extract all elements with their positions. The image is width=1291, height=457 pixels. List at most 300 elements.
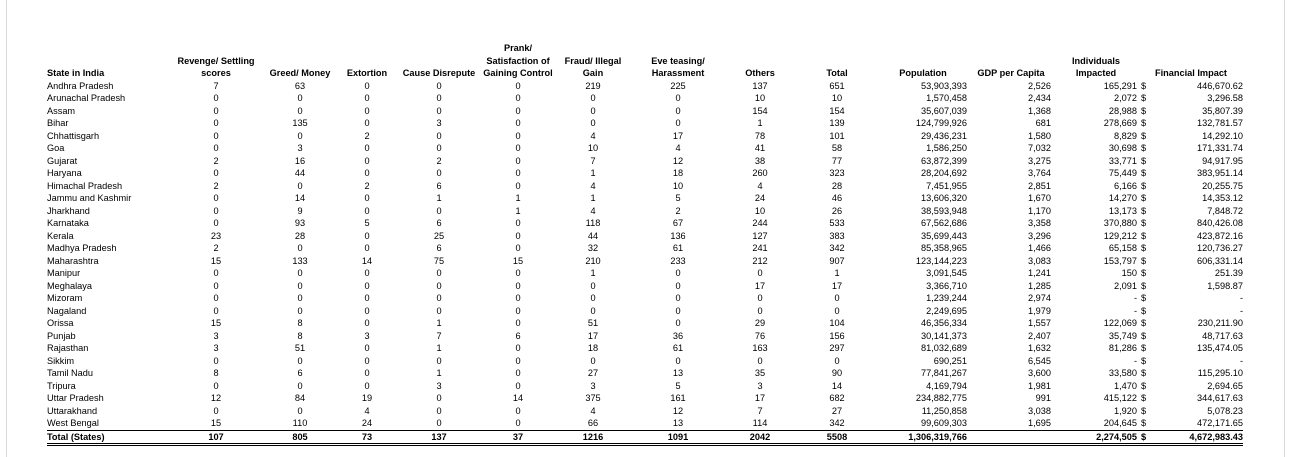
financial-impact-value: 5,078.23 [1207,405,1243,416]
count-cell: 0 [515,155,521,166]
column-header: Population [899,68,947,78]
column-header: Extortion [346,68,388,78]
count-cell: 0 [213,93,219,103]
financial-impact-value: 48,717.63 [1202,330,1243,341]
financial-impact-cell [1139,292,1243,305]
table-row [47,255,1243,268]
count-cell: 3 [436,380,442,391]
currency-symbol: $ [1141,330,1147,341]
financial-impact-value: 14,292.10 [1202,130,1243,141]
count-cell: 61 [672,343,684,353]
table-row [47,217,1243,230]
count-cell: 0 [436,280,442,291]
table-body [47,80,1243,445]
state-name-cell: Jharkhand [47,205,90,216]
count-cell: 18 [587,343,599,353]
value-cell: 75,449 [1108,168,1137,178]
count-cell: 0 [590,293,596,303]
count-cell: 101 [829,130,845,141]
count-cell: 0 [213,168,219,178]
count-cell: 0 [364,193,370,203]
count-cell: 219 [585,80,601,91]
count-cell: 154 [829,105,845,116]
count-cell: 0 [515,405,521,416]
value-cell: 81,032,689 [921,343,967,353]
value-cell: 2,526 [1028,80,1051,91]
value-cell: 85,358,965 [921,243,967,253]
count-cell: 8 [297,318,303,328]
table-row [47,205,1243,218]
count-cell: 0 [515,168,521,178]
count-cell: 0 [515,80,521,91]
count-cell: 17 [672,130,684,141]
count-cell: 0 [436,205,442,216]
count-cell: 5 [364,218,370,228]
count-cell: 0 [675,268,681,278]
count-cell: 212 [752,255,768,266]
count-cell: 1 [436,193,442,203]
value-cell: 1,632 [1028,343,1051,353]
value-cell: 123,144,223 [915,255,967,266]
value-cell: 67,562,686 [921,218,967,228]
state-name-cell: Arunachal Pradesh [47,93,126,103]
count-cell: 0 [675,118,681,128]
financial-impact-cell [1139,355,1243,368]
count-cell: 15 [210,255,222,266]
count-cell: 4 [590,205,596,216]
count-cell: 136 [670,230,686,241]
value-cell: 3,083 [1028,255,1051,266]
count-cell: 6 [436,218,442,228]
count-cell: 0 [364,143,370,153]
count-cell: 137 [395,430,483,445]
financial-impact-cell [1139,330,1243,343]
state-name-cell: Assam [47,105,76,116]
value-cell: 2,434 [1028,93,1051,103]
currency-symbol: $ [1141,80,1147,91]
count-cell: 1 [436,318,442,328]
count-cell: 210 [585,255,601,266]
count-cell: 0 [364,368,370,378]
state-name-cell: West Bengal [47,418,99,428]
financial-impact-cell [1139,167,1243,180]
count-cell: 0 [213,105,219,116]
count-cell: 0 [515,368,521,378]
count-cell: 10 [587,143,599,153]
currency-symbol: $ [1141,168,1147,178]
financial-impact-value: 1,598.87 [1207,280,1243,291]
value-cell: 2,407 [1028,330,1051,341]
value-cell: 3,275 [1028,155,1051,166]
count-cell: 44 [294,168,306,178]
value-cell: 681 [1035,118,1051,128]
count-cell: 29 [754,318,766,328]
currency-symbol: $ [1141,218,1147,228]
count-cell: 0 [364,230,370,241]
table-row [47,117,1243,130]
count-cell: 0 [436,293,442,303]
column-header: Revenge/ Settling scores [177,55,255,78]
count-cell: 38 [754,155,766,166]
value-cell: 13,173 [1108,205,1137,216]
currency-symbol: $ [1141,380,1147,391]
table-row [47,342,1243,355]
count-cell: 156 [829,330,845,341]
count-cell: 10 [754,93,766,103]
financial-impact-cell [1139,142,1243,155]
value-cell: 81,286 [1108,343,1137,353]
state-name-cell: Karnataka [47,218,89,228]
column-header: Eve teasing/ Harassment [651,55,705,78]
count-cell: 66 [587,418,599,428]
count-cell: 0 [436,305,442,316]
value-cell: 7,032 [1028,143,1051,153]
count-cell: 1091 [633,430,723,445]
state-name-cell: Manipur [47,268,81,278]
count-cell: 0 [213,355,219,366]
table-row [47,317,1243,330]
count-cell: 1 [590,168,596,178]
count-cell: 104 [829,318,845,328]
count-cell: 3 [436,118,442,128]
financial-impact-value: 14,353.12 [1202,193,1243,203]
count-cell: 41 [754,143,766,153]
count-cell: 5 [675,380,681,391]
value-cell: 150 [1121,268,1137,278]
value-cell: 1,241 [1028,268,1051,278]
count-cell: 0 [213,268,219,278]
count-cell: 93 [294,218,306,228]
value-cell: 33,771 [1108,155,1137,166]
state-name-cell: Orissa [47,318,74,328]
count-cell: 0 [364,318,370,328]
count-cell: 76 [754,330,766,341]
value-cell: 8,829 [1114,130,1137,141]
count-cell: 27 [587,368,599,378]
value-cell: 129,212 [1103,230,1137,241]
currency-symbol: $ [1141,318,1147,328]
count-cell: 241 [752,243,768,253]
count-cell: 24 [754,193,766,203]
value-cell: 1,285 [1028,280,1051,291]
count-cell: 0 [364,168,370,178]
count-cell: 0 [515,268,521,278]
value-cell: 1,580 [1028,130,1051,141]
state-name-cell: Bihar [47,118,69,128]
count-cell: 19 [361,393,373,403]
value-cell: 1,979 [1028,305,1051,316]
count-cell: 0 [364,105,370,116]
count-cell: 0 [675,280,681,291]
column-header: Financial Impact [1155,68,1227,78]
count-cell: 2042 [723,430,797,445]
value-cell: 415,122 [1103,393,1137,403]
count-cell: 0 [675,355,681,366]
financial-impact-value: 446,670.62 [1197,80,1243,91]
state-name-cell: Total (States) [47,430,171,445]
count-cell: 0 [515,418,521,428]
currency-symbol: $ [1141,355,1147,366]
count-cell: 107 [171,430,261,445]
count-cell: 51 [587,318,599,328]
table-row [47,230,1243,243]
count-cell: 1216 [553,430,633,445]
value-cell: 1,170 [1028,205,1051,216]
count-cell: 15 [210,418,222,428]
count-cell: 2 [436,155,442,166]
count-cell: 0 [213,143,219,153]
state-name-cell: Chhattisgarh [47,130,100,141]
count-cell: 0 [213,205,219,216]
value-cell: 1,981 [1028,380,1051,391]
count-cell: 27 [831,405,843,416]
state-name-cell: Rajasthan [47,343,89,353]
state-name-cell: Himachal Pradesh [47,180,123,191]
value-cell: 35,749 [1108,330,1137,341]
count-cell: 118 [585,218,601,228]
count-cell: 28 [831,180,843,191]
value-cell: 153,797 [1103,255,1137,266]
currency-symbol: $ [1141,280,1147,291]
value-cell: 53,903,393 [921,80,967,91]
count-cell: 805 [261,430,339,445]
state-name-cell: Uttarakhand [47,405,98,416]
count-cell: 0 [834,293,840,303]
count-cell: 0 [436,80,442,91]
financial-impact-cell [1139,255,1243,268]
count-cell: 6 [436,243,442,253]
count-cell: 0 [364,80,370,91]
count-cell: 7 [436,330,442,341]
count-cell: 0 [515,318,521,328]
count-cell: 6 [515,330,521,341]
value-cell: 28,988 [1108,105,1137,116]
value-cell: 3,038 [1028,405,1051,416]
count-cell: 0 [590,118,596,128]
count-cell: 32 [587,243,599,253]
table-row [47,92,1243,105]
count-cell: 44 [587,230,599,241]
state-name-cell: Goa [47,143,65,153]
count-cell: 375 [585,393,601,403]
currency-symbol: $ [1141,368,1147,378]
count-cell: 4 [590,130,596,141]
count-cell: 0 [213,130,219,141]
count-cell: 907 [829,255,845,266]
count-cell: 1 [590,268,596,278]
total-row [47,430,1243,445]
value-cell: 3,764 [1028,168,1051,178]
count-cell: 0 [515,143,521,153]
count-cell: 12 [672,155,684,166]
count-cell: 0 [364,118,370,128]
currency-symbol: $ [1141,431,1147,442]
count-cell: 0 [297,305,303,316]
count-cell: 0 [364,343,370,353]
table-row [47,130,1243,143]
count-cell: 2 [675,205,681,216]
currency-symbol: $ [1141,93,1147,103]
financial-impact-value: 230,211.90 [1197,318,1243,328]
financial-impact-cell [1139,117,1243,130]
value-cell: 2,072 [1114,93,1137,103]
value-cell: 1,670 [1028,193,1051,203]
column-header: Fraud/ Illegal Gain [564,55,622,78]
financial-impact-value: 2,694.65 [1207,380,1243,391]
count-cell: 15 [512,255,524,266]
value-cell: 2,851 [1028,180,1051,191]
count-cell: 7 [757,405,763,416]
financial-impact-cell [1139,342,1243,355]
count-cell: 3 [364,330,370,341]
financial-impact-value: - [1239,305,1243,316]
value-cell: 1,239,244 [926,293,967,303]
financial-impact-cell [1139,230,1243,243]
count-cell: 17 [831,280,843,291]
table-row [47,105,1243,118]
column-header: Cause Disrepute [402,68,476,78]
value-cell: 77,841,267 [921,368,967,378]
count-cell: 5 [675,193,681,203]
state-name-cell: Tamil Nadu [47,368,93,378]
financial-impact-cell [1139,92,1243,105]
count-cell: 0 [590,355,596,366]
value-cell: 1,557 [1028,318,1051,328]
count-cell: 110 [292,418,308,428]
state-name-cell: Jammu and Kashmir [47,193,132,203]
count-cell: 6 [436,180,442,191]
count-cell: 0 [515,280,521,291]
value-cell: - [1133,293,1137,303]
count-cell: 84 [294,393,306,403]
table-row [47,380,1243,393]
count-cell: 0 [364,243,370,253]
currency-symbol: $ [1141,305,1147,316]
currency-symbol: $ [1141,118,1147,128]
count-cell: 18 [672,168,684,178]
count-cell: 682 [829,393,845,403]
financial-impact-cell [1139,417,1243,430]
value-cell: 1,695 [1028,418,1051,428]
table-row [47,417,1243,430]
currency-symbol: $ [1141,130,1147,141]
value-cell: 690,251 [933,355,967,366]
count-cell: 0 [297,180,303,191]
state-name-cell: Maharashtra [47,255,99,266]
value-cell: 370,880 [1103,218,1137,228]
count-cell: 1 [590,193,596,203]
column-header: State in India [47,68,105,78]
count-cell: 0 [675,305,681,316]
value-cell: 3,358 [1028,218,1051,228]
financial-impact-cell [1139,192,1243,205]
count-cell: 2 [213,243,219,253]
count-cell: 0 [757,268,763,278]
table-row [47,192,1243,205]
state-name-cell: Tripura [47,380,76,391]
state-name-cell: Gujarat [47,155,78,166]
count-cell: 37 [483,430,553,445]
count-cell: 225 [670,80,686,91]
value-cell: 991 [1035,393,1051,403]
currency-symbol: $ [1141,393,1147,403]
count-cell: 15 [210,318,222,328]
table-row [47,355,1243,368]
count-cell: 154 [752,105,768,116]
count-cell: 0 [297,268,303,278]
count-cell: 36 [672,330,684,341]
sheet-frame-left [6,0,7,457]
count-cell: 14 [831,380,843,391]
count-cell: 0 [436,105,442,116]
count-cell: 0 [297,280,303,291]
value-cell: 30,141,373 [921,330,967,341]
count-cell: 127 [752,230,768,241]
financial-impact-value: 4,672,983.43 [1189,431,1243,442]
count-cell: 24 [361,418,373,428]
count-cell: 0 [436,418,442,428]
value-cell: - [1133,305,1137,316]
count-cell: 0 [515,305,521,316]
count-cell: 1 [834,268,840,278]
count-cell: 5508 [797,430,877,445]
value-cell: 99,609,303 [921,418,967,428]
cybercrime-motives-table [47,42,1243,446]
count-cell: 1 [436,368,442,378]
value-cell: 122,069 [1103,318,1137,328]
count-cell: 17 [754,280,766,291]
count-cell: 163 [752,343,768,353]
count-cell: 7 [590,155,596,166]
financial-impact-cell [1139,280,1243,293]
count-cell: 28 [294,230,306,241]
count-cell: 90 [831,368,843,378]
financial-impact-value: 132,781.57 [1197,118,1243,128]
column-header: Others [745,68,775,78]
count-cell: 26 [831,205,843,216]
count-cell: 0 [297,105,303,116]
count-cell: 0 [436,93,442,103]
count-cell: 0 [515,105,521,116]
count-cell: 0 [364,293,370,303]
count-cell: 0 [297,293,303,303]
currency-symbol: $ [1141,268,1147,278]
count-cell: 0 [757,293,763,303]
value-cell: 6,166 [1114,180,1137,191]
value-cell: 35,607,039 [921,105,967,116]
financial-impact-cell [1139,430,1243,445]
count-cell: 114 [752,418,768,428]
table-row [47,392,1243,405]
table-row [47,180,1243,193]
financial-impact-value: - [1239,293,1243,303]
count-cell: 78 [754,130,766,141]
count-cell: 161 [670,393,686,403]
value-cell: 38,593,948 [921,205,967,216]
table-row [47,155,1243,168]
count-cell: 0 [675,318,681,328]
count-cell: 0 [297,93,303,103]
value-cell: 3,296 [1028,230,1051,241]
state-name-cell: Uttar Pradesh [47,393,104,403]
count-cell: 244 [752,218,768,228]
count-cell: 67 [672,218,684,228]
currency-symbol: $ [1141,205,1147,216]
value-cell: 6,545 [1028,355,1051,366]
value-cell: 11,250,858 [921,405,967,416]
count-cell: 0 [364,205,370,216]
value-cell: 35,699,443 [921,230,967,241]
